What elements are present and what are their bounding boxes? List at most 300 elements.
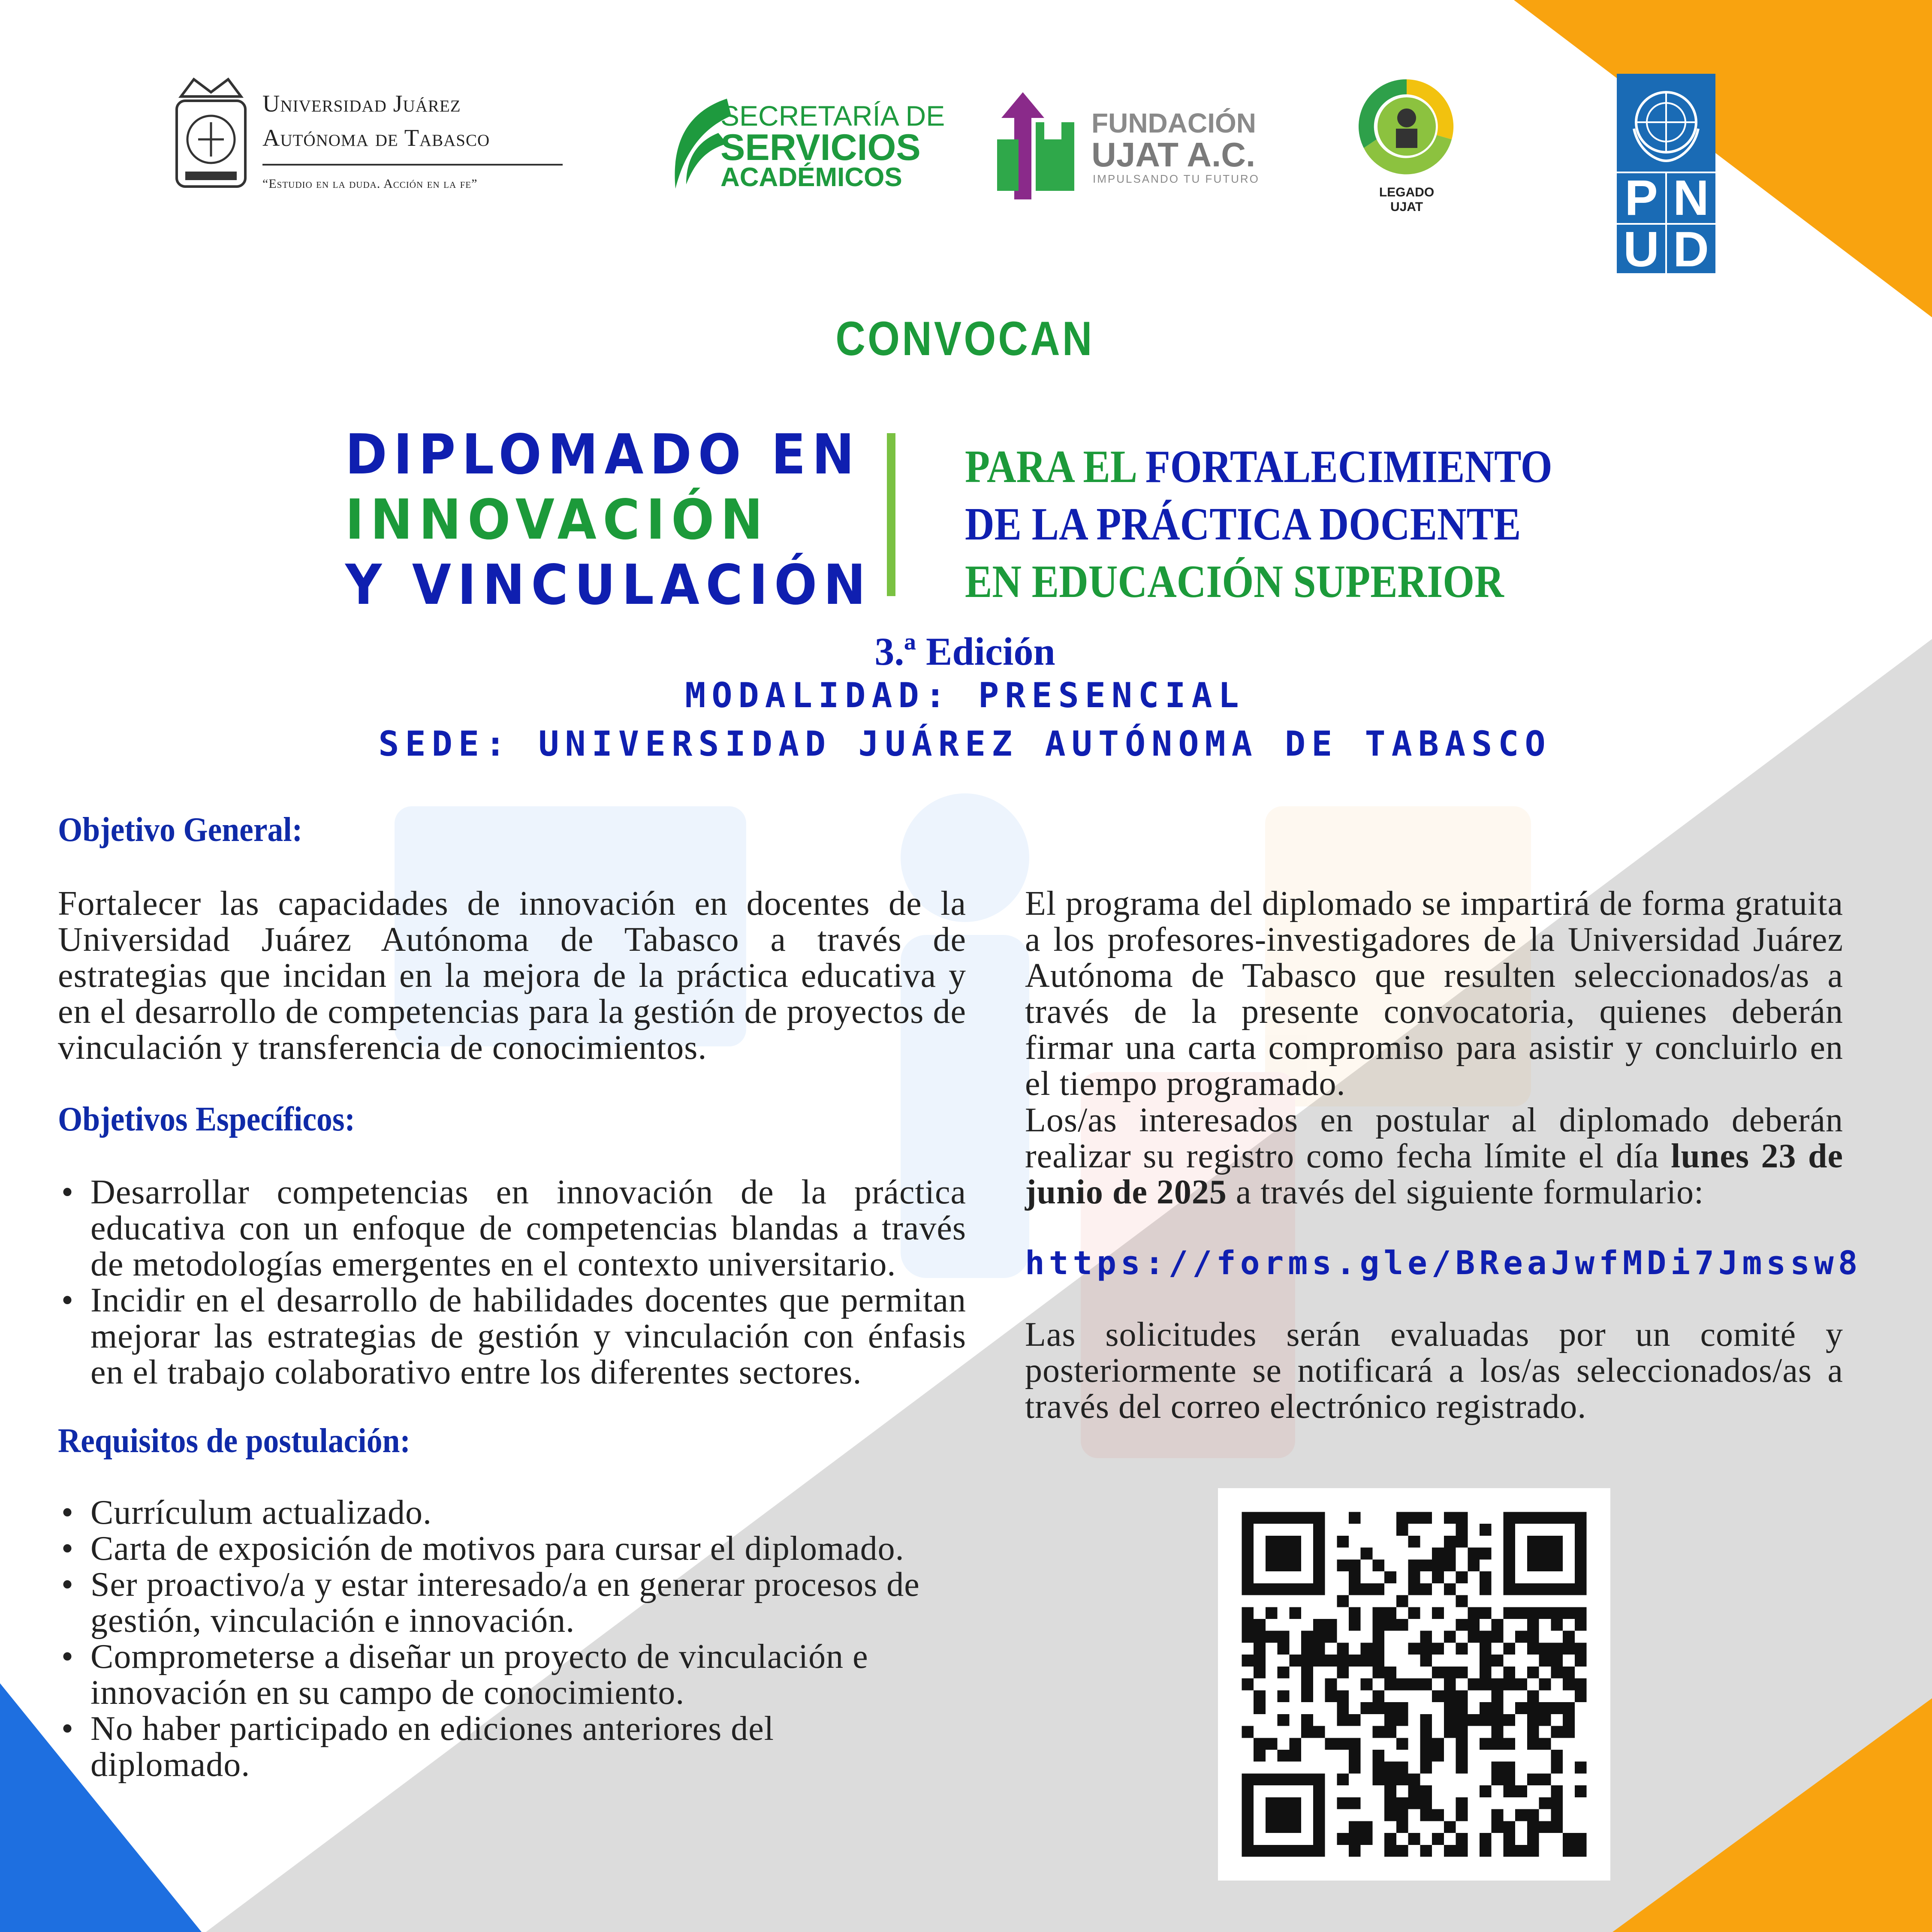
qr-module [1408, 1679, 1420, 1691]
modalidad-label: MODALIDAD: PRESENCIAL [685, 675, 1245, 715]
qr-module [1337, 1714, 1349, 1726]
qr-module [1444, 1583, 1456, 1595]
qr-module [1254, 1845, 1266, 1857]
qr-module [1349, 1583, 1361, 1595]
qr-module [1551, 1607, 1563, 1619]
qr-module [1384, 1762, 1396, 1774]
convocan-heading: CONVOCAN [835, 312, 1094, 365]
pnud-letter-p: P [1625, 170, 1658, 226]
qr-module [1527, 1643, 1539, 1655]
qr-module [1301, 1655, 1313, 1667]
qr-module [1372, 1773, 1384, 1785]
qr-module [1289, 1773, 1301, 1785]
qr-module [1444, 1631, 1456, 1643]
qr-module [1575, 1583, 1587, 1595]
qr-module [1289, 1548, 1301, 1560]
qr-module [1361, 1702, 1373, 1714]
qr-module [1539, 1738, 1551, 1750]
qr-module [1408, 1773, 1420, 1785]
qr-module [1456, 1726, 1468, 1738]
qr-module [1408, 1785, 1420, 1797]
qr-module [1503, 1679, 1515, 1691]
qr-module [1337, 1773, 1349, 1785]
qr-module [1480, 1548, 1492, 1560]
qr-module [1396, 1619, 1408, 1631]
qr-module [1480, 1845, 1492, 1857]
qr-module [1432, 1559, 1444, 1571]
list-item: • Desarrollar competencias en innovación de la práctica educativa con un enfoque de competencias blandas a través de metodologías emergentes en el contexto universitario. [58, 1174, 966, 1282]
qr-module [1349, 1619, 1361, 1631]
qr-module [1432, 1690, 1444, 1702]
qr-module [1515, 1512, 1527, 1524]
qr-module [1444, 1667, 1456, 1679]
qr-module [1503, 1548, 1515, 1560]
qr-module [1492, 1762, 1504, 1774]
qr-module [1432, 1643, 1444, 1655]
qr-module [1539, 1583, 1551, 1595]
qr-module [1575, 1559, 1587, 1571]
qr-module [1480, 1524, 1492, 1536]
fundacion-line2: UJAT A.C. [1091, 136, 1256, 174]
qr-module [1456, 1797, 1468, 1809]
programa-text: El programa del diplomado se impartirá de forma gratuita a los profesores-investigadores de la Universidad Juárez Autónoma de Tabasco que resulten seleccionados/as a través de la presente convocatoria, quienes deberán firmar una carta compromiso para asistir y concluirlo en el tiempo programado. [1025, 885, 1843, 1103]
qr-module [1539, 1536, 1551, 1548]
qr-module [1372, 1583, 1384, 1595]
qr-module [1396, 1809, 1408, 1821]
legado-line1: LEGADO [1379, 185, 1435, 199]
subtitle-line1 [965, 438, 1552, 496]
qr-module [1432, 1809, 1444, 1821]
qr-module [1456, 1833, 1468, 1845]
qr-module [1420, 1512, 1432, 1524]
qr-module [1313, 1619, 1325, 1631]
qr-module [1492, 1726, 1504, 1738]
qr-module [1301, 1512, 1313, 1524]
qr-module [1242, 1559, 1254, 1571]
qr-module [1384, 1785, 1396, 1797]
pnud-grid-line-v [1665, 172, 1667, 273]
form-link[interactable]: https://forms.gle/BReaJwfMDi7Jmssw8 [1025, 1244, 1862, 1282]
qr-module [1337, 1702, 1349, 1714]
qr-module [1254, 1702, 1266, 1714]
secretaria-line1: SECRETARÍA DE [720, 100, 945, 132]
qr-module [1444, 1548, 1456, 1560]
qr-module [1289, 1750, 1301, 1762]
qr-module [1384, 1702, 1396, 1714]
qr-module [1242, 1619, 1254, 1631]
qr-module [1337, 1595, 1349, 1607]
qr-module [1313, 1821, 1325, 1833]
qr-module [1527, 1631, 1539, 1643]
qr-module [1301, 1583, 1313, 1595]
qr-module [1420, 1655, 1432, 1667]
qr-module [1503, 1833, 1515, 1845]
qr-module [1242, 1679, 1254, 1691]
qr-module [1539, 1821, 1551, 1833]
registro-text-b: a través del siguiente formulario: [1227, 1173, 1704, 1211]
qr-module [1563, 1643, 1575, 1655]
qr-module [1242, 1833, 1254, 1845]
qr-module [1278, 1809, 1290, 1821]
qr-module [1492, 1655, 1504, 1667]
qr-module [1372, 1726, 1384, 1738]
qr-module [1480, 1583, 1492, 1595]
title-divider [887, 433, 895, 596]
qr-module [1515, 1702, 1527, 1714]
qr-module [1432, 1750, 1444, 1762]
qr-module [1408, 1643, 1420, 1655]
qr-module [1278, 1548, 1290, 1560]
qr-module [1301, 1726, 1313, 1738]
qr-module [1575, 1619, 1587, 1631]
list-item: • Currículum actualizado. [58, 1495, 966, 1531]
qr-module [1266, 1631, 1278, 1643]
qr-module [1242, 1524, 1254, 1536]
subtitle-line2: DE LA PRÁCTICA DOCENTE [965, 499, 1521, 550]
qr-module [1539, 1607, 1551, 1619]
qr-module [1289, 1738, 1301, 1750]
qr-module [1242, 1726, 1254, 1738]
registro-text-a: Los/as interesados en postular al diplomado deberán realizar su registro como fecha límite el día [1025, 1101, 1843, 1175]
qr-module [1266, 1607, 1278, 1619]
qr-module [1503, 1667, 1515, 1679]
qr-module [1575, 1536, 1587, 1548]
qr-module [1384, 1726, 1396, 1738]
qr-module [1420, 1845, 1432, 1857]
qr-module [1242, 1607, 1254, 1619]
qr-module [1480, 1607, 1492, 1619]
qr-module [1551, 1559, 1563, 1571]
qr-module [1289, 1607, 1301, 1619]
qr-module [1372, 1619, 1384, 1631]
qr-module [1372, 1655, 1384, 1667]
qr-module [1349, 1607, 1361, 1619]
qr-module [1349, 1750, 1361, 1762]
qr-module [1325, 1679, 1337, 1691]
qr-module [1254, 1643, 1266, 1655]
qr-module [1325, 1619, 1337, 1631]
qr-module [1289, 1809, 1301, 1821]
qr-module [1278, 1512, 1290, 1524]
qr-module [1503, 1524, 1515, 1536]
qr-module [1432, 1833, 1444, 1845]
qr-module [1420, 1785, 1432, 1797]
qr-module [1432, 1738, 1444, 1750]
qr-module [1254, 1667, 1266, 1679]
qr-module [1278, 1667, 1290, 1679]
qr-module [1384, 1619, 1396, 1631]
list-item: • Ser proactivo/a y estar interesado/a en generar procesos de gestión, vinculación e innovación. [58, 1567, 966, 1639]
title-line2: INNOVACIÓN [345, 488, 769, 552]
qr-module [1515, 1785, 1527, 1797]
qr-module [1503, 1607, 1515, 1619]
objetivo-general-heading: Objetivo General: [58, 811, 303, 849]
qr-module [1408, 1833, 1420, 1845]
qr-module [1456, 1643, 1468, 1655]
qr-module [1480, 1571, 1492, 1583]
qr-module [1539, 1655, 1551, 1667]
qr-module [1349, 1738, 1361, 1750]
qr-module [1575, 1512, 1587, 1524]
qr-module [1242, 1785, 1254, 1797]
qr-module [1372, 1631, 1384, 1643]
qr-module [1563, 1702, 1575, 1714]
qr-module [1420, 1738, 1432, 1750]
qr-module [1468, 1607, 1480, 1619]
qr-module [1539, 1714, 1551, 1726]
qr-module [1266, 1512, 1278, 1524]
qr-module [1301, 1714, 1313, 1726]
qr-module [1492, 1631, 1504, 1643]
qr-module [1480, 1655, 1492, 1667]
qr-module [1563, 1512, 1575, 1524]
qr-module [1539, 1679, 1551, 1691]
qr-module [1361, 1643, 1373, 1655]
qr-module [1266, 1548, 1278, 1560]
qr-module [1396, 1821, 1408, 1833]
qr-module [1325, 1655, 1337, 1667]
qr-module [1384, 1667, 1396, 1679]
qr-module [1539, 1548, 1551, 1560]
qr-module [1372, 1607, 1384, 1619]
edicion-label: 3.ª Edición [874, 630, 1055, 673]
qr-module [1313, 1548, 1325, 1560]
legado-circle-icon [1355, 75, 1458, 178]
qr-module [1563, 1583, 1575, 1595]
qr-module [1575, 1679, 1587, 1691]
qr-module [1337, 1797, 1349, 1809]
qr-module [1551, 1667, 1563, 1679]
qr-module [1420, 1679, 1432, 1691]
title-line3: Y VINCULACIÓN [345, 553, 872, 617]
qr-module [1456, 1750, 1468, 1762]
qr-module [1480, 1679, 1492, 1691]
qr-module [1313, 1512, 1325, 1524]
qr-module [1527, 1619, 1539, 1631]
qr-module [1349, 1845, 1361, 1857]
qr-module [1349, 1655, 1361, 1667]
qr-module [1313, 1643, 1325, 1655]
qr-module [1432, 1667, 1444, 1679]
qr-module [1266, 1809, 1278, 1821]
qr-module [1444, 1512, 1456, 1524]
qr-module [1349, 1797, 1361, 1809]
qr-module [1456, 1512, 1468, 1524]
title-line1: DIPLOMADO EN [345, 423, 861, 487]
qr-module [1266, 1821, 1278, 1833]
qr-module [1539, 1512, 1551, 1524]
qr-module [1278, 1559, 1290, 1571]
qr-module [1325, 1631, 1337, 1643]
qr-module [1575, 1785, 1587, 1797]
qr-module [1527, 1690, 1539, 1702]
qr-module [1527, 1726, 1539, 1738]
qr-module [1384, 1809, 1396, 1821]
qr-module [1515, 1679, 1527, 1691]
qr-module [1420, 1559, 1432, 1571]
qr-module [1408, 1583, 1420, 1595]
qr-module [1313, 1583, 1325, 1595]
qr-module [1480, 1702, 1492, 1714]
qr-module [1278, 1773, 1290, 1785]
qr-module [1503, 1762, 1515, 1774]
qr-module [1289, 1797, 1301, 1809]
qr-module [1420, 1583, 1432, 1595]
qr-module [1242, 1655, 1254, 1667]
orange-corner-top-right [1514, 0, 1932, 317]
qr-module [1503, 1845, 1515, 1857]
qr-module [1289, 1559, 1301, 1571]
qr-module [1242, 1571, 1254, 1583]
qr-module [1313, 1559, 1325, 1571]
list-item: • No haber participado en ediciones anteriores del diplomado. [58, 1711, 854, 1783]
qr-module [1337, 1738, 1349, 1750]
qr-module [1289, 1512, 1301, 1524]
qr-module [1480, 1631, 1492, 1643]
qr-module [1551, 1536, 1563, 1548]
qr-module [1492, 1619, 1504, 1631]
qr-module [1337, 1559, 1349, 1571]
qr-module [1254, 1690, 1266, 1702]
qr-module [1242, 1512, 1254, 1524]
qr-module [1420, 1726, 1432, 1738]
qr-module [1503, 1559, 1515, 1571]
qr-module [1456, 1714, 1468, 1726]
qr-module [1515, 1631, 1527, 1643]
qr-module [1527, 1809, 1539, 1821]
qr-module [1444, 1845, 1456, 1857]
qr-module [1444, 1714, 1456, 1726]
list-item: • Comprometerse a diseñar un proyecto de vinculación e innovación en su campo de conocimiento. [58, 1639, 931, 1711]
qr-module [1527, 1512, 1539, 1524]
qr-module [1539, 1643, 1551, 1655]
qr-module [1527, 1548, 1539, 1560]
qr-module [1242, 1809, 1254, 1821]
qr-module [1372, 1750, 1384, 1762]
objetivos-especificos-list [58, 1174, 966, 1390]
un-emblem-icon [1625, 81, 1707, 163]
qr-module [1456, 1667, 1468, 1679]
qr-module [1480, 1643, 1492, 1655]
qr-module [1278, 1690, 1290, 1702]
qr-module [1384, 1714, 1396, 1726]
objetivos-especificos-heading: Objetivos Específicos: [58, 1100, 355, 1138]
qr-module [1527, 1821, 1539, 1833]
qr-module [1551, 1583, 1563, 1595]
qr-module [1254, 1738, 1266, 1750]
qr-module [1361, 1679, 1373, 1691]
qr-module [1515, 1809, 1527, 1821]
qr-module [1527, 1714, 1539, 1726]
qr-module [1278, 1643, 1290, 1655]
qr-module [1349, 1821, 1361, 1833]
qr-module [1372, 1559, 1384, 1571]
qr-module [1361, 1833, 1373, 1845]
requisitos-heading: Requisitos de postulación: [58, 1422, 411, 1460]
qr-module [1456, 1571, 1468, 1583]
qr-module [1432, 1548, 1444, 1560]
qr-module [1278, 1797, 1290, 1809]
qr-module [1551, 1750, 1563, 1762]
qr-module [1444, 1702, 1456, 1714]
qr-module [1503, 1583, 1515, 1595]
qr-module [1372, 1690, 1384, 1702]
qr-module [1337, 1690, 1349, 1702]
qr-module [1396, 1702, 1408, 1714]
qr-module [1575, 1548, 1587, 1560]
qr-module [1313, 1797, 1325, 1809]
qr-module [1420, 1797, 1432, 1809]
qr-module [1563, 1607, 1575, 1619]
ujat-crest-icon [168, 71, 254, 195]
pnud-letter-n: N [1673, 170, 1709, 226]
qr-module [1396, 1512, 1408, 1524]
qr-module [1242, 1548, 1254, 1560]
qr-module [1563, 1833, 1575, 1845]
qr-module [1456, 1702, 1468, 1714]
qr-module [1551, 1643, 1563, 1655]
qr-module [1480, 1714, 1492, 1726]
qr-module [1456, 1762, 1468, 1774]
qr-module [1456, 1809, 1468, 1821]
qr-module [1456, 1536, 1468, 1548]
qr-module [1503, 1773, 1515, 1785]
qr-module [1325, 1738, 1337, 1750]
pnud-logo [1617, 74, 1715, 277]
qr-module [1289, 1655, 1301, 1667]
qr-module [1527, 1833, 1539, 1845]
qr-module [1575, 1833, 1587, 1845]
qr-module [1575, 1762, 1587, 1774]
qr-module [1372, 1643, 1384, 1655]
qr-module [1254, 1512, 1266, 1524]
qr-module [1492, 1690, 1504, 1702]
qr-module [1515, 1607, 1527, 1619]
qr-module [1384, 1845, 1396, 1857]
qr-module [1551, 1785, 1563, 1797]
qr-module [1242, 1631, 1254, 1643]
qr-module [1242, 1845, 1254, 1857]
qr-module [1444, 1559, 1456, 1571]
qr-module [1527, 1559, 1539, 1571]
qr-module [1480, 1738, 1492, 1750]
qr-code[interactable] [1218, 1488, 1610, 1881]
qr-module [1313, 1785, 1325, 1797]
qr-module [1254, 1619, 1266, 1631]
qr-module [1396, 1679, 1408, 1691]
qr-module [1301, 1845, 1313, 1857]
qr-module [1563, 1667, 1575, 1679]
qr-module [1432, 1571, 1444, 1583]
qr-module [1420, 1750, 1432, 1762]
qr-module [1468, 1619, 1480, 1631]
qr-module [1527, 1773, 1539, 1785]
qr-module [1492, 1679, 1504, 1691]
qr-module [1361, 1548, 1373, 1560]
qr-module [1551, 1548, 1563, 1560]
qr-module [1384, 1679, 1396, 1691]
fundacion-tagline: IMPULSANDO TU FUTURO [1093, 172, 1260, 185]
qr-module [1254, 1750, 1266, 1762]
qr-module [1408, 1512, 1420, 1524]
qr-module [1361, 1583, 1373, 1595]
qr-module [1313, 1571, 1325, 1583]
qr-module [1551, 1619, 1563, 1631]
qr-module [1384, 1833, 1396, 1845]
qr-module [1515, 1845, 1527, 1857]
qr-module [1313, 1536, 1325, 1548]
qr-module [1408, 1607, 1420, 1619]
